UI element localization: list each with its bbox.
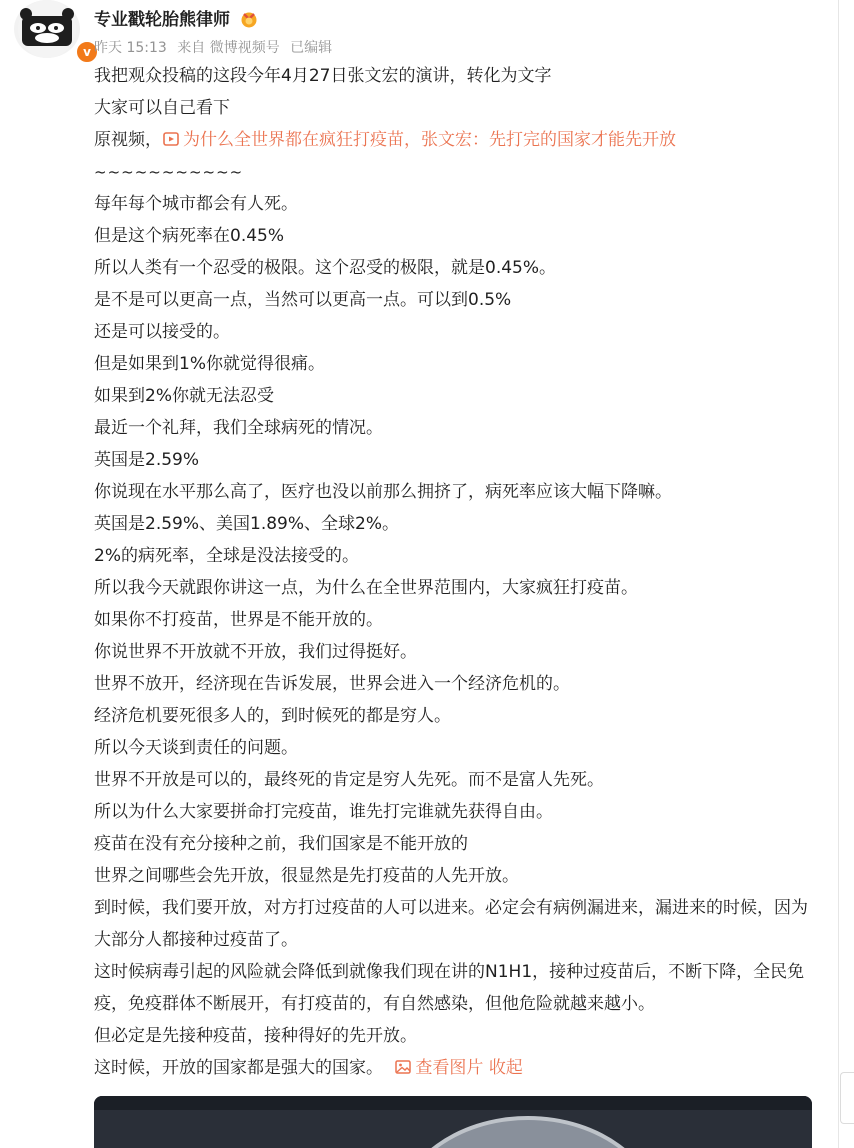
separator: ~~~~~~~~~~~ (94, 163, 244, 181)
author-name-row (94, 5, 258, 30)
body-line: 如果到2%你就无法忍受 (94, 386, 274, 406)
last-line-text: 这时候，开放的国家都是强大的国家。 (94, 1058, 383, 1078)
last-line (94, 1052, 814, 1084)
body-line: 世界之间哪些会先开放，很显然是先打疫苗的人先开放。 (94, 866, 519, 886)
body-line: 疫苗在没有充分接种之前，我们国家是不能开放的 (94, 834, 468, 854)
body-line: 但是这个病死率在0.45% (94, 226, 285, 246)
medal-icon[interactable] (240, 10, 258, 28)
video-thumbnail-top-bar (94, 1096, 812, 1110)
view-images-label: 查看图片 (415, 1058, 484, 1078)
video-link-label: 为什么全世界都在疯狂打疫苗，张文宏：先打完的国家才能先开放 (183, 130, 676, 150)
image-icon (394, 1058, 412, 1076)
video-link[interactable] (162, 130, 676, 150)
side-floating-tab[interactable] (840, 1072, 854, 1124)
body-line: 你说现在水平那么高了，医疗也没以前那么拥挤了，病死率应该大幅下降嘛。 (94, 482, 672, 502)
body-line: 但必定是先接种疫苗，接种得好的先开放。 (94, 1026, 417, 1046)
body-line: 英国是2.59%、美国1.89%、全球2%。 (94, 514, 399, 534)
body-line: 所以为什么大家要拼命打完疫苗，谁先打完谁就先获得自由。 (94, 802, 553, 822)
view-images-button[interactable] (394, 1058, 483, 1078)
video-link-icon (162, 130, 180, 148)
body-line: 如果你不打疫苗，世界是不能开放的。 (94, 610, 383, 630)
verified-badge-icon: v (75, 40, 99, 64)
video-thumbnail[interactable] (94, 1096, 812, 1148)
body-line: 经济危机要死很多人的，到时候死的都是穷人。 (94, 706, 451, 726)
intro-line: 我把观众投稿的这段今年4月27日张文宏的演讲，转化为文字 (94, 66, 552, 86)
body-line: 所以我今天就跟你讲这一点，为什么在全世界范围内，大家疯狂打疫苗。 (94, 578, 638, 598)
body-line: 还是可以接受的。 (94, 322, 230, 342)
body-line: 所以今天谈到责任的问题。 (94, 738, 298, 758)
post-edited[interactable]: 已编辑 (290, 40, 333, 56)
intro-line: 大家可以自己看下 (94, 98, 230, 118)
post-actions (394, 1058, 522, 1078)
body-line: 但是如果到1%你就觉得很痛。 (94, 354, 325, 374)
post-source: 来自 微博视频号 (177, 40, 280, 56)
body-line: 这时候病毒引起的风险就会降低到就像我们现在讲的N1H1，接种过疫苗后，不断下降，全民免疫，免疫群体不断展开，有打疫苗的，有自然感染，但他危险就越来越小。 (94, 962, 805, 1014)
author-name[interactable]: 专业戳轮胎熊律师 (94, 10, 230, 30)
video-thumbnail-subject (394, 1116, 662, 1148)
body-line: 英国是2.59% (94, 450, 200, 470)
video-link-prefix: 原视频， (94, 130, 162, 150)
post-time[interactable]: 昨天 15:13 (94, 40, 167, 56)
collapse-button[interactable]: 收起 (488, 1058, 523, 1078)
post-meta (94, 37, 338, 57)
body-line: 到时候，我们要开放，对方打过疫苗的人可以进来。必定会有病例漏进来，漏进来的时候，因为大部分人都接种过疫苗了。 (94, 898, 808, 950)
body-line: 你说世界不开放就不开放，我们过得挺好。 (94, 642, 417, 662)
body-line: 世界不放开，经济现在告诉发展，世界会进入一个经济危机的。 (94, 674, 570, 694)
body-line: 每年每个城市都会有人死。 (94, 194, 298, 214)
body-line: 最近一个礼拜，我们全球病死的情况。 (94, 418, 383, 438)
body-line: 是不是可以更高一点，当然可以更高一点。可以到0.5% (94, 290, 512, 310)
author-avatar[interactable] (14, 0, 91, 59)
post-content (94, 60, 814, 1084)
body-line: 所以人类有一个忍受的极限。这个忍受的极限，就是0.45%。 (94, 258, 557, 278)
body-line: 世界不开放是可以的，最终死的肯定是穷人先死。而不是富人先死。 (94, 770, 604, 790)
body-line: 2%的病死率，全球是没法接受的。 (94, 546, 359, 566)
avatar-panda-icon (14, 0, 80, 58)
video-link-line (94, 124, 814, 156)
